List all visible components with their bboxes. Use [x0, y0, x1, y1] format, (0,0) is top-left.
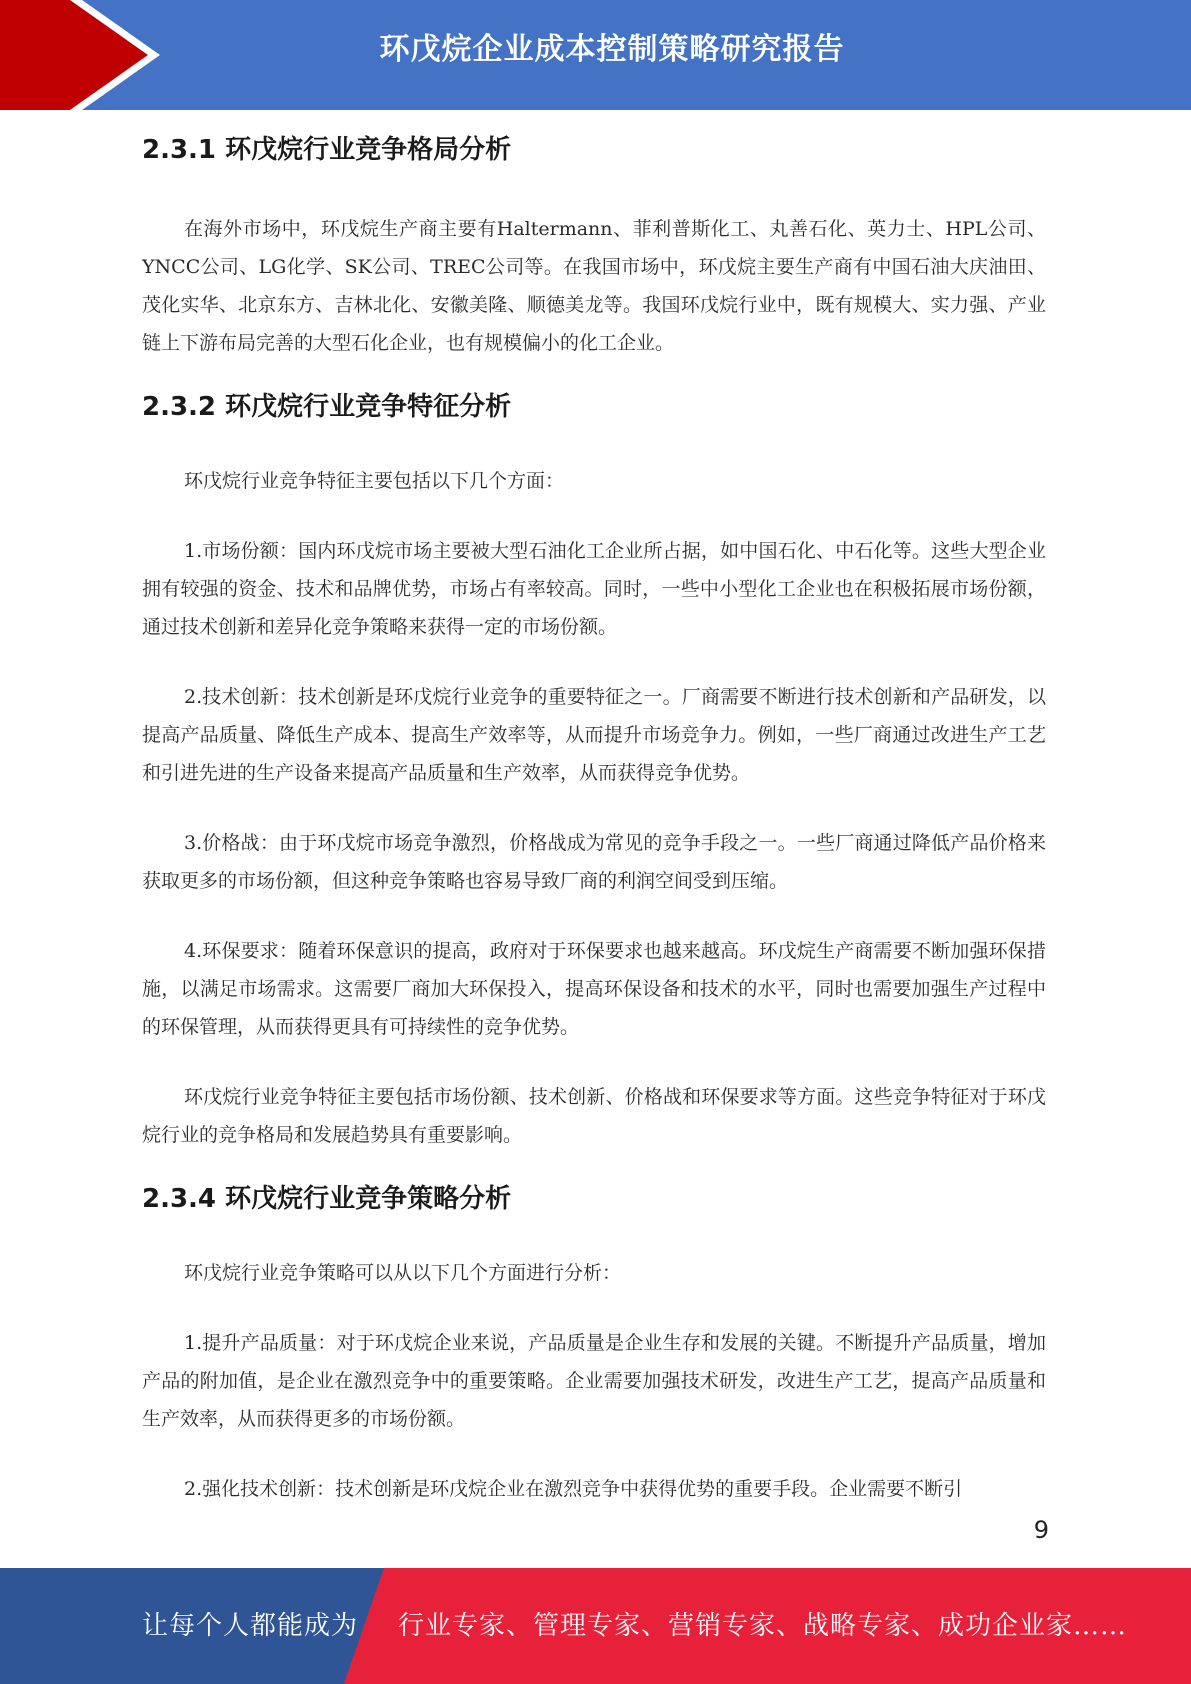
paragraph: 1.市场份额：国内环戊烷市场主要被大型石油化工企业所占据，如中国石化、中石化等。这些大型企业拥有较强的资金、技术和品牌优势，市场占有率较高。同时，一些中小型化工企业也在积极拓展市场份额，通过技术创新和差异化竞争策略来获得一定的市场份额。 [142, 540, 1046, 638]
paragraph: 2.强化技术创新：技术创新是环戊烷企业在激烈竞争中获得优势的重要手段。企业需要不断引 [184, 1478, 963, 1500]
footer-slogan-right: 行业专家、管理专家、营销专家、战略专家、成功企业家…… [398, 1611, 1128, 1641]
paragraph: 2.技术创新：技术创新是环戊烷行业竞争的重要特征之一。厂商需要不断进行技术创新和产品研发，以提高产品质量、降低生产成本、提高生产效率等，从而提升市场竞争力。例如，一些厂商通过改进生产工艺和引进先进的生产设备来提高产品质量和生产效率，从而获得竞争优势。 [142, 686, 1046, 784]
paragraph: 在海外市场中，环戊烷生产商主要有Haltermann、菲利普斯化工、丸善石化、英力士、HPL公司、YNCC公司、LG化学、SK公司、TREC公司等。在我国市场中，环戊烷主要生产商有中国石油大庆油田、茂化实华、北京东方、吉林北化、安徽美隆、顺德美龙等。我国环戊烷行业中，既有规模大、实力强、产业链上下游布局完善的大型石化企业，也有规模偏小的化工企业。 [142, 218, 1046, 354]
section-heading-2-3-4: 2.3.4 环戊烷行业竞争策略分析 [142, 1184, 512, 1214]
section-heading-2-3-2: 2.3.2 环戊烷行业竞争特征分析 [142, 392, 512, 422]
paragraph: 3.价格战：由于环戊烷市场竞争激烈，价格战成为常见的竞争手段之一。一些厂商通过降低产品价格来获取更多的市场份额，但这种竞争策略也容易导致厂商的利润空间受到压缩。 [142, 832, 1046, 892]
report-header [0, 0, 1191, 110]
section-heading-2-3-1: 2.3.1 环戊烷行业竞争格局分析 [142, 135, 512, 165]
paragraph: 环戊烷行业竞争特征主要包括市场份额、技术创新、价格战和环保要求等方面。这些竞争特征对于环戊烷行业的竞争格局和发展趋势具有重要影响。 [142, 1086, 1046, 1146]
paragraph: 环戊烷行业竞争策略可以从以下几个方面进行分析： [184, 1262, 622, 1284]
report-footer [0, 1568, 1191, 1684]
report-title: 环戊烷企业成本控制策略研究报告 [379, 32, 845, 67]
page-content [142, 130, 1046, 1508]
page-number: 9 [1033, 1516, 1049, 1544]
paragraph: 1.提升产品质量：对于环戊烷企业来说，产品质量是企业生存和发展的关键。不断提升产品质量，增加产品的附加值，是企业在激烈竞争中的重要策略。企业需要加强技术研发，改进生产工艺，提高产品质量和生产效率，从而获得更多的市场份额。 [142, 1332, 1046, 1430]
footer-slogan-left: 让每个人都能成为 [142, 1611, 359, 1641]
paragraph: 环戊烷行业竞争特征主要包括以下几个方面： [184, 470, 565, 492]
paragraph: 4.环保要求：随着环保意识的提高，政府对于环保要求也越来越高。环戊烷生产商需要不断加强环保措施，以满足市场需求。这需要厂商加大环保投入，提高环保设备和技术的水平，同时也需要加强生产过程中的环保管理，从而获得更具有可持续性的竞争优势。 [142, 940, 1046, 1038]
